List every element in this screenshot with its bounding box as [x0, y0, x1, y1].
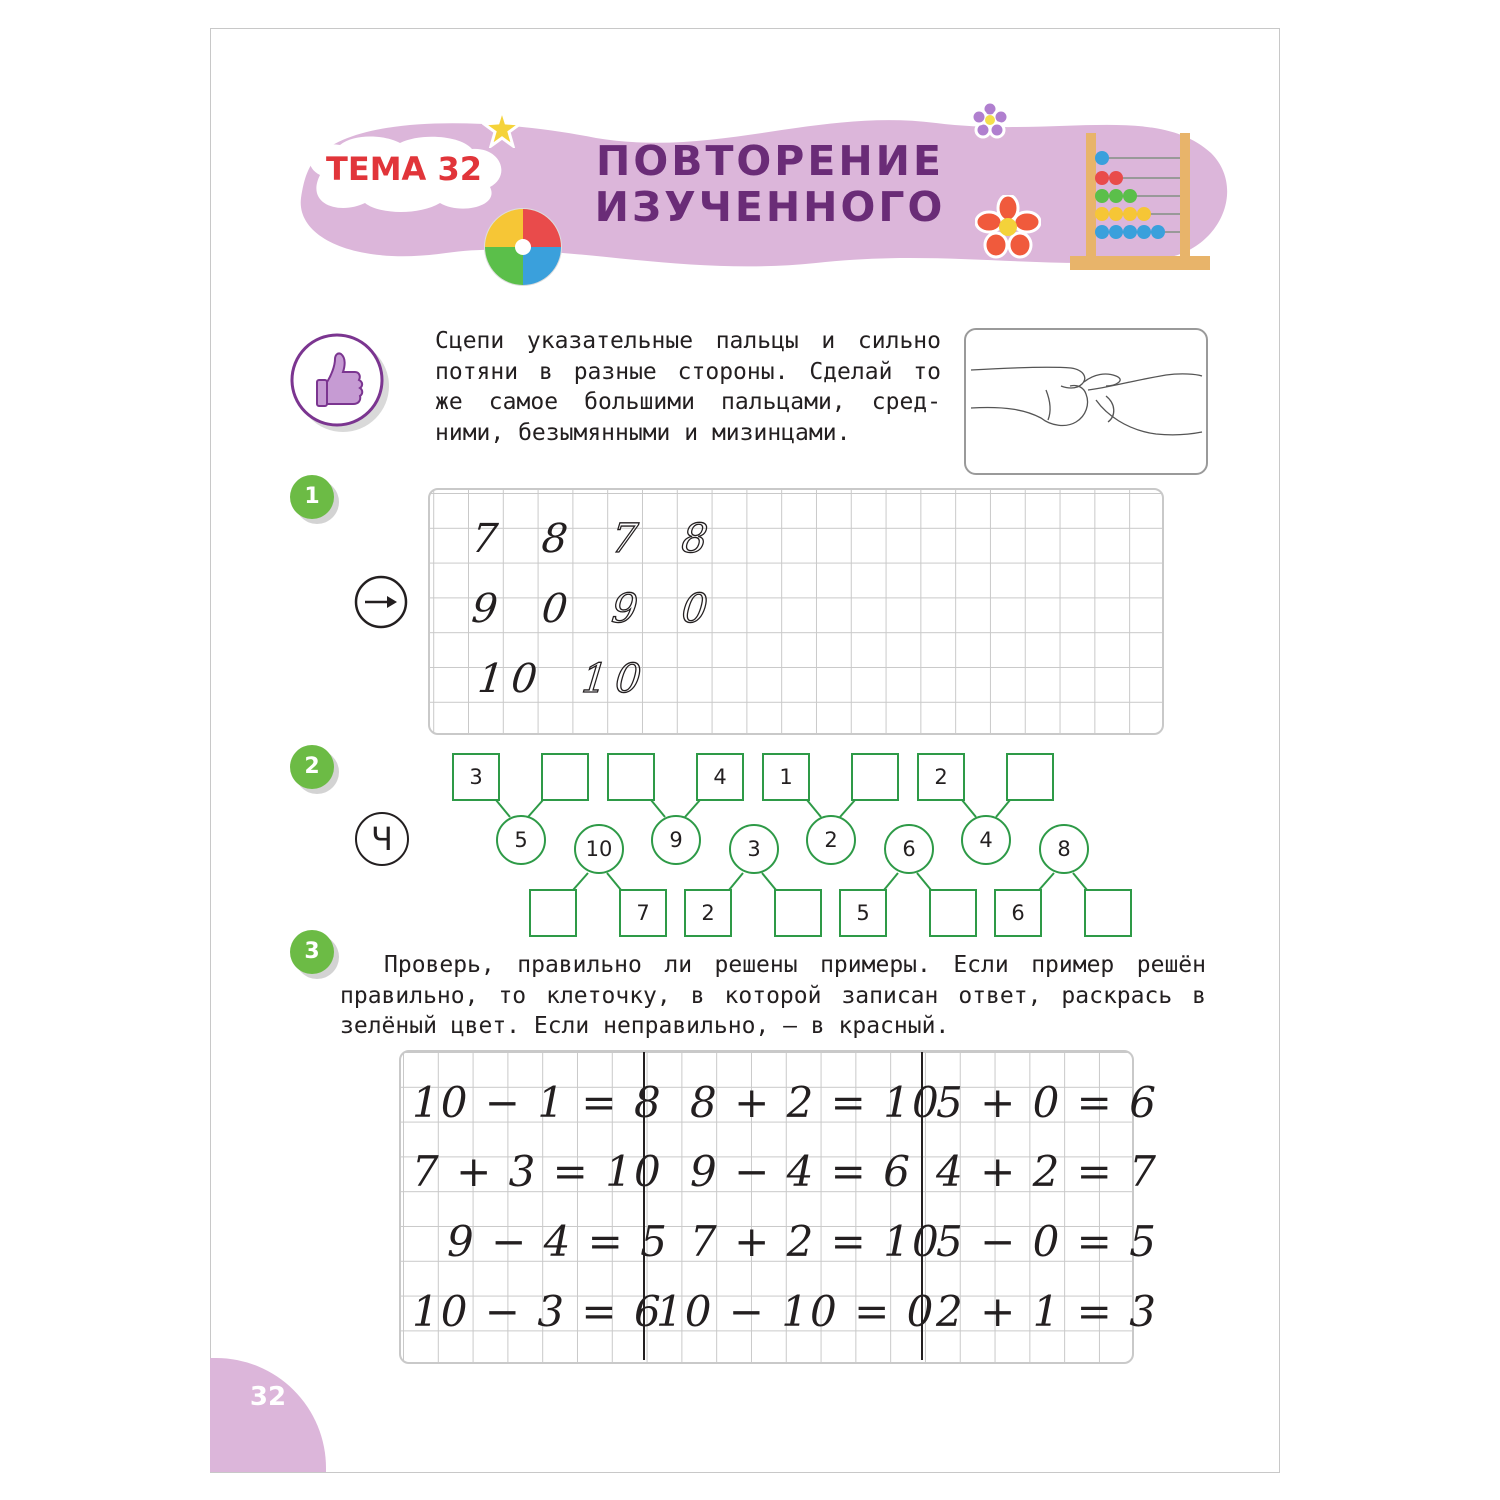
top-box[interactable] — [607, 753, 655, 801]
title-line-1: ПОВТОРЕНИЕ — [596, 137, 944, 185]
equation[interactable]: 5 + 0 = 6 — [936, 1078, 1158, 1127]
sample-digit: 0 — [539, 586, 570, 632]
bottom-box[interactable] — [529, 889, 577, 937]
task3-text: Проверь, правильно ли решены примеры. Если пример решён правильно, то клеточку, в которой записан ответ, раскрась в зелёный цвет. Если неправильно, — в красный. — [340, 952, 1206, 1039]
thumbs-up-icon — [289, 332, 393, 436]
traced-digit: 9 — [609, 586, 640, 632]
equation[interactable]: 8 + 2 = 10 — [690, 1078, 941, 1127]
top-box[interactable]: 4 — [696, 753, 744, 801]
top-box[interactable]: 1 — [762, 753, 810, 801]
top-box[interactable] — [1006, 753, 1054, 801]
equation[interactable]: 10 − 3 = 6 — [412, 1287, 663, 1336]
top-box[interactable]: 3 — [452, 753, 500, 801]
traced-digit: 7 — [609, 516, 640, 562]
equation[interactable]: 2 + 1 = 3 — [936, 1287, 1158, 1336]
traced-digit: 8 — [679, 516, 710, 562]
bottom-box[interactable]: 6 — [994, 889, 1042, 937]
sample-digit: 8 — [539, 516, 570, 562]
bottom-box[interactable] — [1084, 889, 1132, 937]
bottom-box[interactable]: 7 — [619, 889, 667, 937]
sum-circle: 5 — [496, 815, 546, 865]
page-title — [560, 138, 980, 230]
topic-label: ТЕМА 32 — [326, 150, 482, 188]
hands-illustration — [964, 328, 1208, 475]
equation[interactable]: 9 − 4 = 6 — [690, 1147, 912, 1196]
bottom-box[interactable] — [929, 889, 977, 937]
sample-number: 10 — [475, 656, 548, 702]
sample-digit: 9 — [469, 586, 500, 632]
equation[interactable]: 7 + 2 = 10 — [690, 1217, 941, 1266]
arrow-right-icon — [353, 574, 409, 630]
title-line-2: ИЗУЧЕННОГО — [594, 183, 946, 231]
traced-digit: 0 — [679, 586, 710, 632]
sum-circle: 4 — [961, 815, 1011, 865]
sample-digit: 7 — [469, 516, 500, 562]
top-box[interactable] — [851, 753, 899, 801]
bottom-box[interactable] — [774, 889, 822, 937]
traced-number: 10 — [579, 656, 652, 702]
equation[interactable]: 5 − 0 = 5 — [936, 1217, 1158, 1266]
symbol-ch: Ч — [355, 812, 409, 866]
flower-icon — [970, 100, 1010, 140]
sum-circle: 10 — [574, 824, 624, 874]
equation[interactable]: 10 − 10 = 0 — [656, 1287, 936, 1336]
sum-circle: 2 — [806, 815, 856, 865]
ball-icon — [482, 206, 564, 288]
bottom-box[interactable]: 5 — [839, 889, 887, 937]
red-flower-icon — [975, 195, 1041, 261]
task-number-1: 1 — [290, 475, 334, 519]
equation[interactable]: 7 + 3 = 10 — [412, 1147, 663, 1196]
bottom-box[interactable]: 2 — [684, 889, 732, 937]
sum-circle: 8 — [1039, 824, 1089, 874]
equation[interactable]: 4 + 2 = 7 — [936, 1147, 1158, 1196]
equation[interactable]: 10 − 1 = 8 — [412, 1078, 663, 1127]
task-number-2: 2 — [290, 745, 334, 789]
page-number: 32 — [249, 1382, 287, 1412]
star-icon — [482, 108, 522, 148]
top-box[interactable] — [541, 753, 589, 801]
abacus-icon — [1068, 128, 1213, 276]
equation[interactable]: 9 − 4 = 5 — [447, 1217, 669, 1266]
warmup-text: Сцепи указательные пальцы и сильно потяни в разные стороны. Сделай то же самое большими пальцами, средними, безымянными и мизинцами. — [435, 328, 941, 446]
top-box[interactable]: 2 — [917, 753, 965, 801]
task-number-3: 3 — [290, 930, 334, 974]
sum-circle: 3 — [729, 824, 779, 874]
sum-circle: 9 — [651, 815, 701, 865]
sum-circle: 6 — [884, 824, 934, 874]
